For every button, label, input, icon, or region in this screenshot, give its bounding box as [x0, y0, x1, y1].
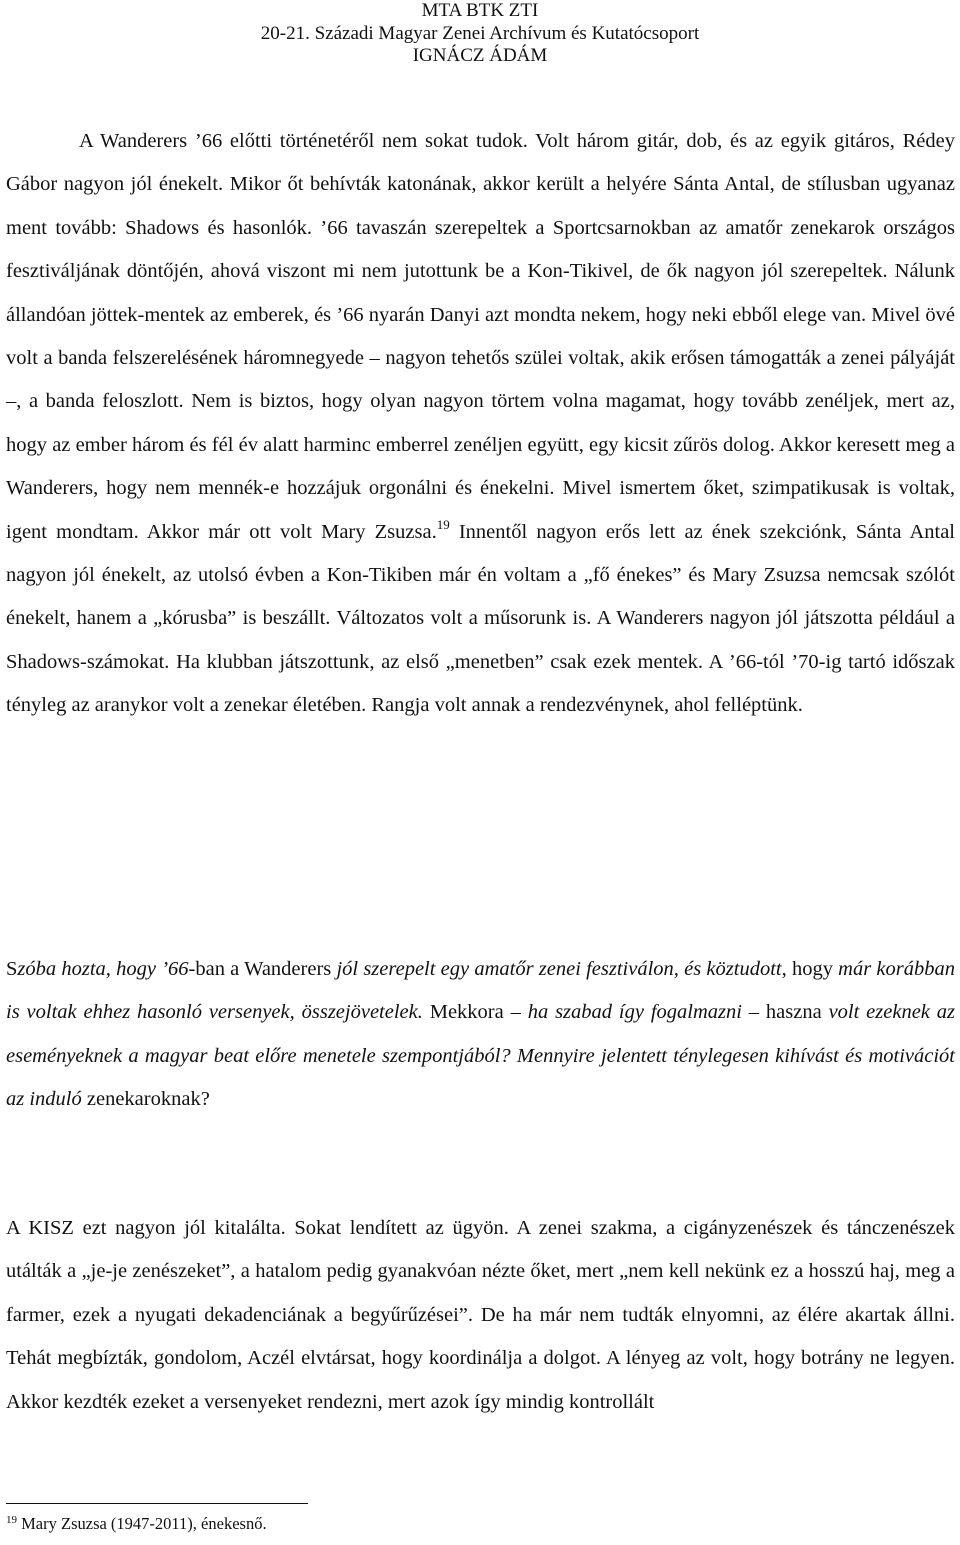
header-institution: MTA BTK ZTI [421, 0, 539, 21]
interview-question-paragraph [6, 948, 955, 1122]
question-segment-italic: zóba hozta, hogy ’66- [17, 958, 196, 980]
question-segment-italic: jól szerepelt egy amatőr zenei fesztiválon, és köztudott, [336, 958, 787, 980]
question-segment-italic: ha szabad így fogalmazni [527, 1001, 742, 1024]
header-author: IGNÁCZ ÁDÁM [412, 45, 548, 66]
interview-answer-paragraph-1 [6, 120, 955, 728]
question-segment: ban a Wanderers [195, 958, 337, 980]
footnote-reference: 19 [436, 516, 450, 532]
answer-text-2: A KISZ ezt nagyon jól kitalálta. Sokat lendített az ügyön. A zenei szakma, a cigányzenészek és tánczenészek utálták a „je-je zenészeket”, a hatalom pedig gyanakvóan nézte őket, mert „nem kell nekünk ez a hosszú haj, meg a farmer, ezek a nyugati dekadenciának a begyűrűzései”. De ha már nem tudták elnyomni, az élére akartak állni. Tehát megbízták, gondolom, Aczél elvtársat, hogy koordinálja a dolgot. A lényeg az volt, hogy botrány ne legyen. Akkor kezdték ezeket a versenyeket rendezni, mert azok így mindig kontrollált [6, 1217, 955, 1413]
footnote-text: Mary Zsuzsa (1947-2011), énekesnő. [17, 1514, 267, 1533]
question-segment: hogy [786, 958, 839, 980]
answer-text-after-footnote: Innentől nagyon erős lett az ének szekciónk, Sánta Antal nagyon jól énekelt, az utolsó évben a Kon-Tikiben már én voltam a „fő énekes” és Mary Zsuzsa nemcsak szólót énekelt, hanem a „kórusba” is beszállt. Változatos volt a műsorunk is. A Wanderers nagyon jól játszotta például a Shadows-számokat. Ha klubban játszottunk, az első „menetben” csak ezek mentek. A ’66-tól ’70-ig tartó időszak tényleg az aranykor volt a zenekar életében. Rangja volt annak a rendezvénynek, ahol felléptünk. [6, 520, 955, 717]
question-segment: Mekkora – [422, 1001, 528, 1024]
answer-text-before-footnote: A Wanderers ’66 előtti történetéről nem sokat tudok. Volt három gitár, dob, és az egyik gitáros, Rédey Gábor nagyon jól énekelt. Mikor őt behívták katonának, akkor került a helyére Sánta Antal, de stílusban ugyanaz ment tovább: Shadows és hasonlók. ’66 tavaszán szerepeltek a Sportcsarnokban az amatőr zenekarok országos fesztiváljának döntőjén, ahová viszont mi nem jutottunk be a Kon-Tikivel, de ők nagyon jól szerepeltek. Nálunk állandóan jöttek-mentek az emberek, és ’66 nyarán Danyi azt mondta nekem, hogy neki ebből elege van. Mivel övé volt a banda felszerelésének háromnegyede – nagyon tehetős szülei voltak, akik erősen támogatták a zenei pályáját –, a banda feloszlott. Nem is biztos, hogy olyan nagyon törtem volna magamat, hogy tovább zenéljek, mert az, hogy az ember három és fél év alatt harminc emberrel zenéljen együtt, egy kicsit zűrös dolog. Akkor keresett meg a Wanderers, hogy nem mennék-e hozzájuk orgonálni és énekelni. Mivel ismertem őket, szimpatikusak is voltak, igent mondtam. Akkor már ott volt Mary Zsuzsa. [6, 130, 955, 543]
question-segment: zenekaroknak? [81, 1088, 210, 1111]
footnote-number: 19 [6, 1514, 17, 1526]
page-header [0, 0, 960, 68]
footnote [6, 1513, 267, 1535]
question-segment-italic: már korábban is voltak ehhez hasonló versenyek, összejövetelek. [6, 958, 955, 1024]
question-segment: – haszna [741, 1001, 829, 1024]
question-segment: S [6, 958, 18, 980]
question-segment-italic: volt ezeknek az eseményeknek a magyar beat előre menetele szempontjából? Mennyire jelentett ténylegesen kihívást és motivációt az induló [6, 1001, 955, 1111]
footnote-separator [6, 1503, 308, 1504]
interview-answer-paragraph-2 [6, 1207, 955, 1424]
question-text [6, 948, 955, 1122]
header-department: 20-21. Századi Magyar Zenei Archívum és Kutatócsoport [260, 22, 700, 44]
answer-text-1 [6, 120, 955, 728]
